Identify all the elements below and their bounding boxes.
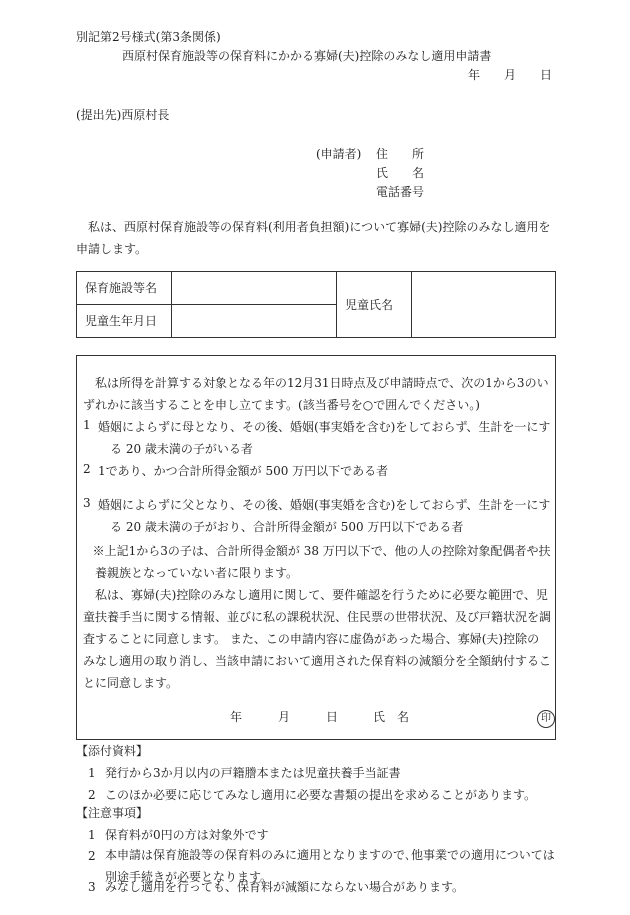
list-item: 発行から3か月以内の戸籍謄本または児童扶養手当証書	[105, 766, 401, 780]
option-number[interactable]: 1	[83, 418, 91, 432]
option-number[interactable]: 2	[83, 462, 91, 476]
list-item: このほか必要に応じてみなし適用に必要な書類の提出を求めることがあります。	[105, 788, 537, 802]
list-item: 保育料が0円の方は対象外です	[105, 828, 269, 842]
seal-mark: 印	[537, 708, 555, 728]
facility-field[interactable]	[172, 272, 337, 305]
addressee: (提出先)西原村長	[76, 108, 170, 122]
address-label: 住 所	[376, 147, 425, 161]
signature-date: 年 月 日	[230, 710, 339, 724]
list-item-number: 1	[88, 766, 96, 780]
birthdate-field[interactable]	[172, 305, 337, 338]
declaration-note: ※上記1から3の子は、合計所得金額が 38 万円以下で、他の人の控除対象配偶者や扶養親族となっていない者に限ります。	[92, 544, 551, 580]
option-text: 1であり、かつ合計所得金額が 500 万円以下である者	[98, 464, 389, 478]
applicant-role: (申請者)	[316, 147, 362, 161]
list-item-number: 2	[88, 788, 96, 802]
phone-label: 電話番号	[376, 185, 425, 199]
child-name-field[interactable]	[412, 272, 556, 338]
list-item-number: 2	[88, 849, 96, 863]
facility-label: 保育施設等名	[77, 272, 172, 305]
child-info-table	[76, 271, 556, 338]
attachments-heading: 【添付資料】	[76, 744, 149, 758]
child-name-label: 児童氏名	[337, 272, 412, 338]
notes-heading: 【注意事項】	[76, 806, 149, 820]
option-text: 婚姻によらずに父となり、その後、婚姻(事実婚を含む)をしておらず、生計を一にする 20 歳未満の子がおり、合計所得金額が 500 万円以下である者	[98, 498, 551, 534]
list-item-number: 3	[88, 880, 96, 894]
signature-name-label: 氏 名	[373, 710, 410, 724]
intro-paragraph: 私は、西原村保育施設等の保育料(利用者負担額)について寡婦(夫)控除のみなし適用を申請します。	[76, 220, 551, 256]
list-item-number: 1	[88, 828, 96, 842]
name-label: 氏 名	[376, 166, 425, 180]
declaration-lead: 私は所得を計算する対象となる年の12月31日時点及び申請時点で、次の1から3のいずれかに該当することを申し立てます。(該当番号を○で囲んでください。)	[83, 376, 549, 412]
form-id: 別記第2号様式(第3条関係)	[76, 30, 221, 44]
option-text: 婚姻によらずに母となり、その後、婚姻(事実婚を含む)をしておらず、生計を一にする 20 歳未満の子がいる者	[98, 420, 551, 456]
list-item: みなし適用を行っても、保育料が減額にならない場合があります。	[105, 880, 465, 894]
form-title: 西原村保育施設等の保育料にかかる寡婦(夫)控除のみなし適用申請書	[122, 49, 492, 63]
option-number[interactable]: 3	[83, 496, 91, 510]
list-item: 本申請は保育施設等の保育料のみに適用となりますので､他事業での適用については別途手続きが必要となります。	[105, 848, 555, 884]
consent-paragraph: 私は、寡婦(夫)控除のみなし適用に関して、要件確認を行うために必要な範囲で、児童扶養手当に関する情報、並びに私の課税状況、住民票の世帯状況、及び戸籍状況を調査することに同意します。 また、この申請内容に虚偽があった場合、寡婦(夫)控除のみなし適用の取り消し、当該申請において適用された保育料の減額分を全額納付することに同意します。	[83, 588, 552, 690]
birthdate-label: 児童生年月日	[77, 305, 172, 338]
application-date: 年 月 日	[468, 68, 553, 82]
